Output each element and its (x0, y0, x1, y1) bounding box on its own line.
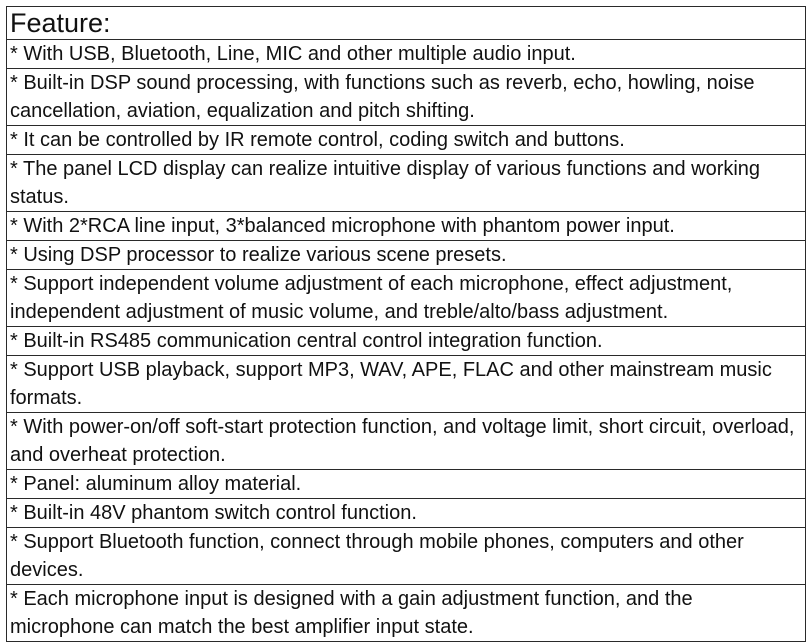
feature-row (7, 528, 806, 585)
feature-text: * Support independent volume adjustment of each microphone, effect adjustment, independent adjustment of music volume, and treble/alto/bass adjustment. (7, 270, 806, 327)
feature-text: * Using DSP processor to realize various scene presets. (7, 241, 806, 270)
feature-row (7, 585, 806, 642)
feature-text: * Support USB playback, support MP3, WAV, APE, FLAC and other mainstream music formats. (7, 356, 806, 413)
feature-text: * Panel: aluminum alloy material. (7, 470, 806, 499)
feature-text: * Built-in 48V phantom switch control function. (7, 499, 806, 528)
feature-row (7, 212, 806, 241)
feature-heading: Feature: (7, 7, 806, 40)
feature-row (7, 327, 806, 356)
feature-row (7, 126, 806, 155)
feature-text: * Support Bluetooth function, connect through mobile phones, computers and other devices. (7, 528, 806, 585)
header-row (7, 7, 806, 40)
feature-row (7, 499, 806, 528)
feature-table (6, 6, 806, 642)
feature-row (7, 40, 806, 69)
feature-row (7, 270, 806, 327)
feature-row (7, 241, 806, 270)
feature-row (7, 356, 806, 413)
feature-row (7, 69, 806, 126)
feature-row (7, 155, 806, 212)
feature-text: * With 2*RCA line input, 3*balanced microphone with phantom power input. (7, 212, 806, 241)
feature-text: * Built-in RS485 communication central control integration function. (7, 327, 806, 356)
feature-text: * It can be controlled by IR remote control, coding switch and buttons. (7, 126, 806, 155)
feature-text: * With USB, Bluetooth, Line, MIC and other multiple audio input. (7, 40, 806, 69)
feature-text: * With power-on/off soft-start protection function, and voltage limit, short circuit, overload, and overheat protection. (7, 413, 806, 470)
feature-text: * The panel LCD display can realize intuitive display of various functions and working status. (7, 155, 806, 212)
feature-row (7, 413, 806, 470)
feature-text: * Each microphone input is designed with a gain adjustment function, and the microphone can match the best amplifier input state. (7, 585, 806, 642)
feature-row (7, 470, 806, 499)
feature-text: * Built-in DSP sound processing, with functions such as reverb, echo, howling, noise cancellation, aviation, equalization and pitch shifting. (7, 69, 806, 126)
